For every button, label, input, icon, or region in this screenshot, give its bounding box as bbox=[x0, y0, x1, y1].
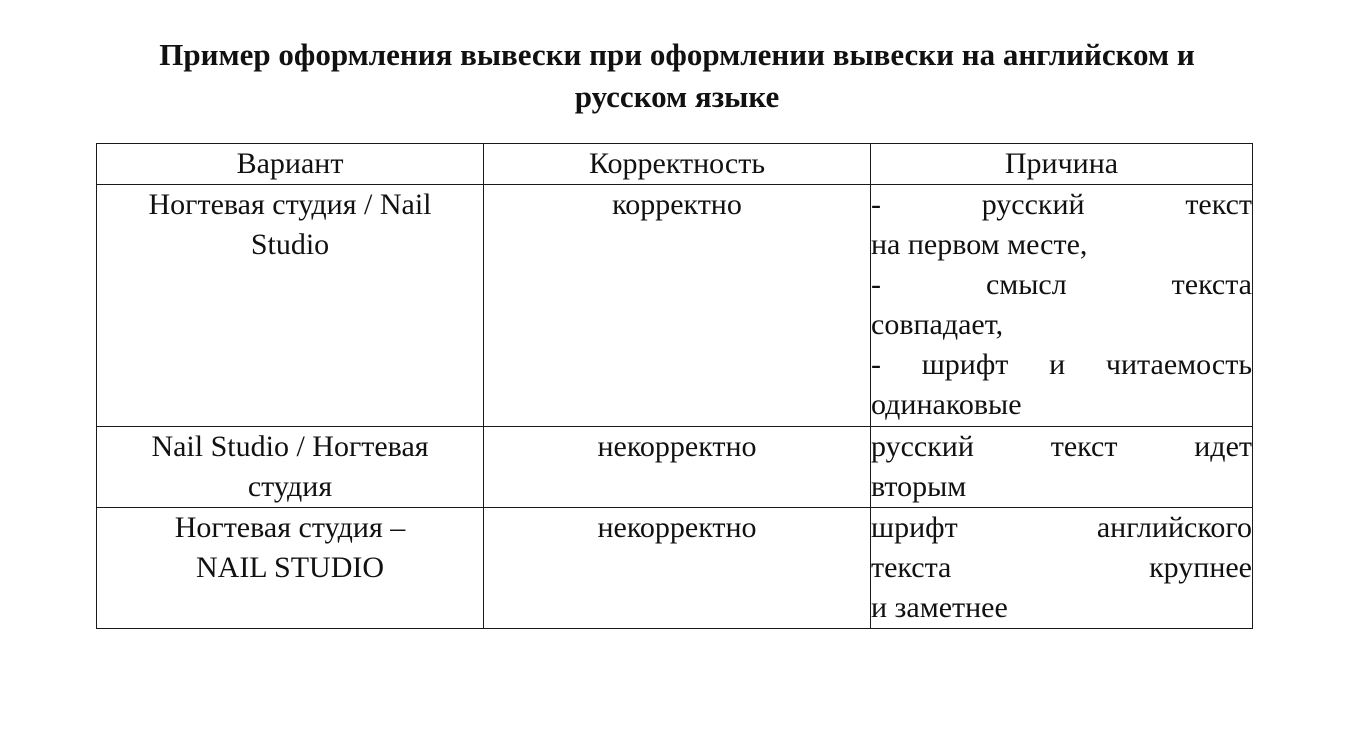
title-line: русском языке bbox=[574, 79, 780, 114]
reason-line: одинаковые bbox=[871, 388, 1022, 421]
reason-line: - шрифт и читаемость bbox=[871, 348, 1252, 381]
reason-cell bbox=[871, 508, 1253, 629]
variant-cell bbox=[97, 185, 484, 427]
variant-line: Ногтевая студия – bbox=[174, 511, 406, 544]
column-header-reason: Причина bbox=[871, 144, 1253, 185]
correctness-cell: некорректно bbox=[484, 427, 871, 508]
signage-comparison-table bbox=[96, 143, 1253, 629]
table-row bbox=[97, 508, 1253, 629]
correctness-cell: некорректно bbox=[484, 508, 871, 629]
reason-line: шрифт английского bbox=[871, 511, 1252, 544]
variant-line: Studio bbox=[250, 228, 330, 261]
title-line: Пример оформления вывески при оформлении вывески на английском и bbox=[159, 37, 1195, 72]
reason-line: - русский текст bbox=[871, 188, 1252, 221]
table-header-row bbox=[97, 144, 1253, 185]
correctness-cell: корректно bbox=[484, 185, 871, 427]
column-header-variant: Вариант bbox=[97, 144, 484, 185]
reason-line: русский текст идет bbox=[871, 430, 1252, 463]
reason-line: на первом месте, bbox=[871, 228, 1088, 261]
variant-line: Nail Studio / Ногтевая bbox=[151, 430, 429, 463]
table-row bbox=[97, 185, 1253, 427]
variant-line: NAIL STUDIO bbox=[195, 551, 385, 584]
reason-cell bbox=[871, 427, 1253, 508]
document-title bbox=[60, 34, 1294, 118]
variant-cell bbox=[97, 508, 484, 629]
variant-line: Ногтевая студия / Nail bbox=[148, 188, 432, 221]
reason-line: - смысл текста bbox=[871, 268, 1252, 301]
reason-line: вторым bbox=[871, 470, 967, 503]
column-header-correctness: Корректность bbox=[484, 144, 871, 185]
reason-cell bbox=[871, 185, 1253, 427]
variant-line: студия bbox=[247, 470, 333, 503]
reason-line: текста крупнее bbox=[871, 551, 1252, 584]
reason-line: совпадает, bbox=[871, 308, 1004, 341]
table-row bbox=[97, 427, 1253, 508]
variant-cell bbox=[97, 427, 484, 508]
reason-line: и заметнее bbox=[871, 591, 1008, 624]
